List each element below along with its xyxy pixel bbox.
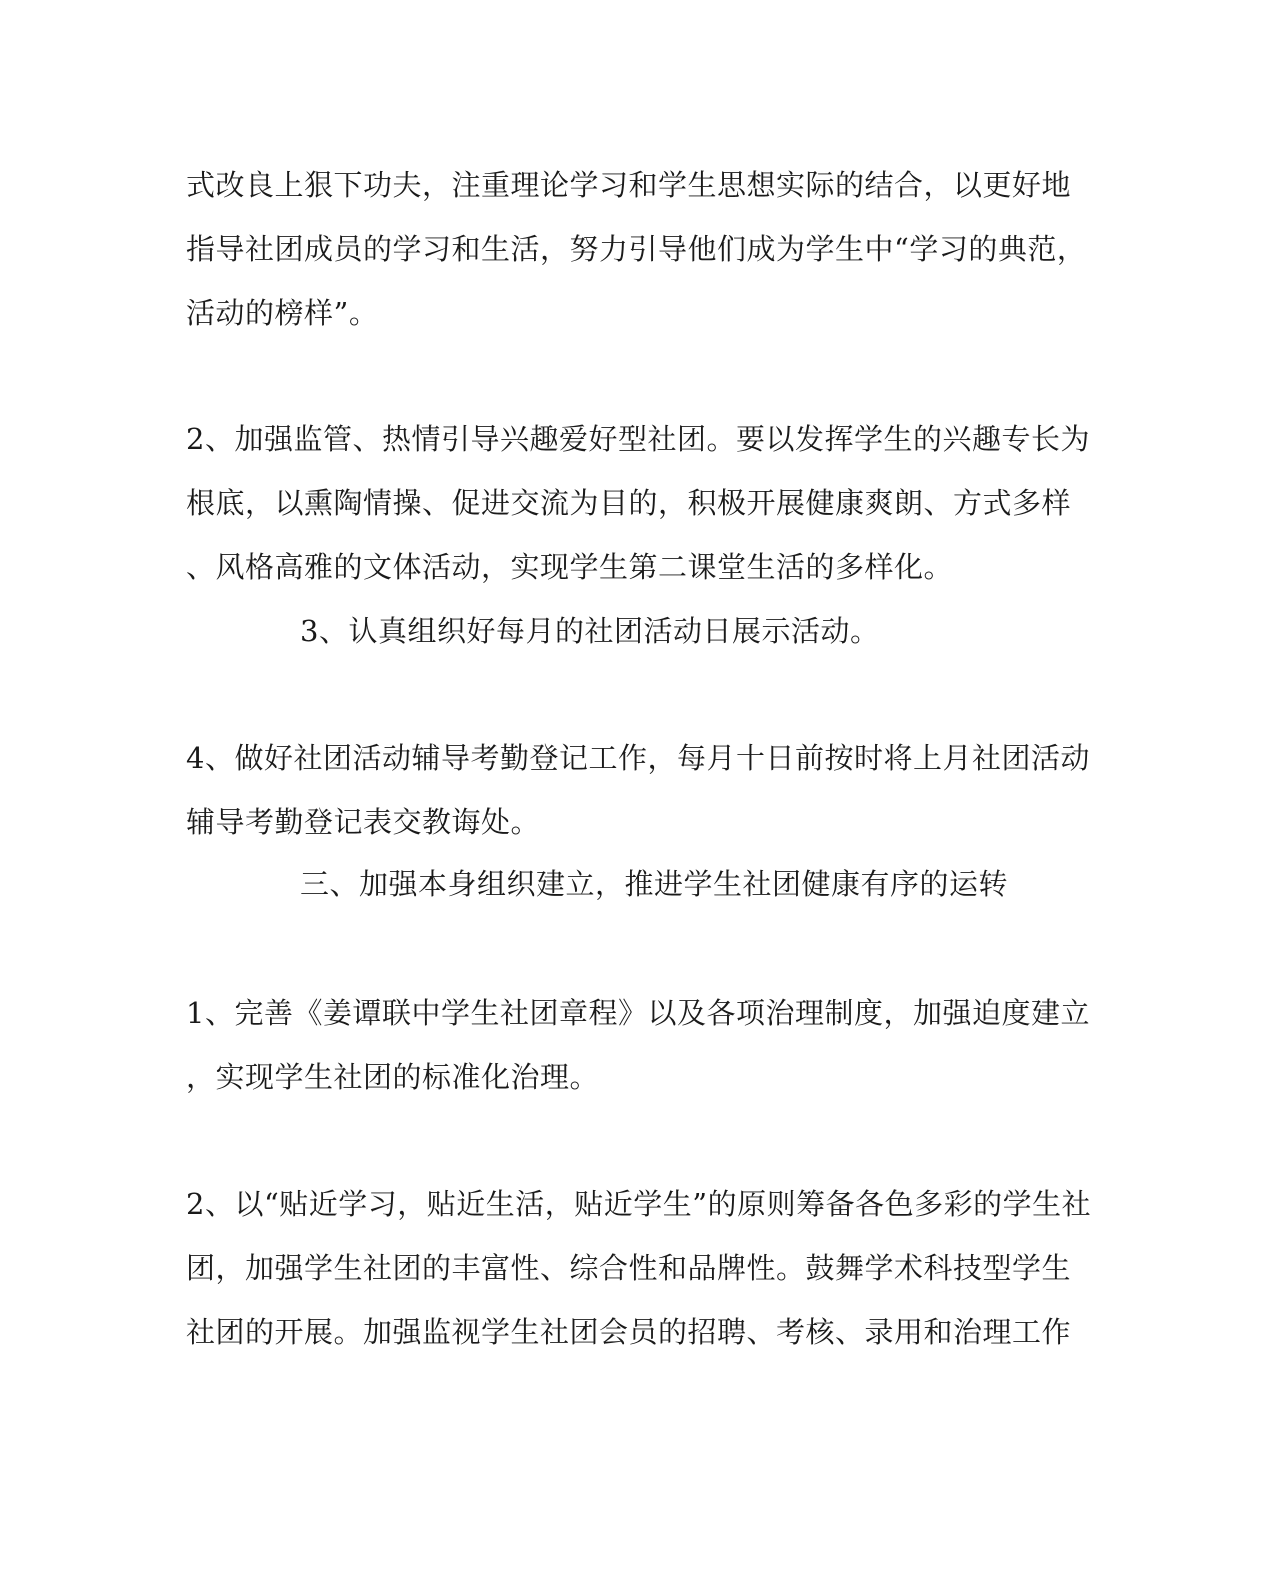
- text-line: 、风格高雅的文体活动，实现学生第二课堂生活的多样化。: [186, 550, 954, 584]
- text-line: ，实现学生社团的标准化治理。: [186, 1060, 600, 1094]
- text-line: 2、以“贴近学习，贴近生活，贴近学生”的原则筹备各色多彩的学生社: [186, 1187, 1092, 1221]
- text-line: 2、加强监管、热情引导兴趣爱好型社团。要以发挥学生的兴趣专长为: [186, 422, 1090, 456]
- text-line: 4、做好社团活动辅导考勤登记工作，每月十日前按时将上月社团活动: [186, 741, 1090, 775]
- text-line: 1、完善《姜谭联中学生社团章程》以及各项治理制度，加强迫度建立: [186, 996, 1090, 1030]
- text-line: 3、认真组织好每月的社团活动日展示活动。: [300, 614, 880, 648]
- text-line: 辅导考勤登记表交教诲处。: [186, 805, 541, 839]
- text-line: 社团的开展。加强监视学生社团会员的招聘、考核、录用和治理工作: [186, 1315, 1072, 1349]
- text-line: 活动的榜样”。: [186, 296, 379, 330]
- section-heading: 三、加强本身组织建立，推进学生社团健康有序的运转: [300, 867, 1009, 901]
- text-line: 团，加强学生社团的丰富性、综合性和品牌性。鼓舞学术科技型学生: [186, 1251, 1072, 1285]
- text-line: 指导社团成员的学习和生活，努力引导他们成为学生中“学习的典范，: [186, 232, 1087, 266]
- text-line: 式改良上狠下功夫，注重理论学习和学生思想实际的结合，以更好地: [186, 168, 1072, 202]
- text-line: 根底，以熏陶情操、促进交流为目的，积极开展健康爽朗、方式多样: [186, 486, 1072, 520]
